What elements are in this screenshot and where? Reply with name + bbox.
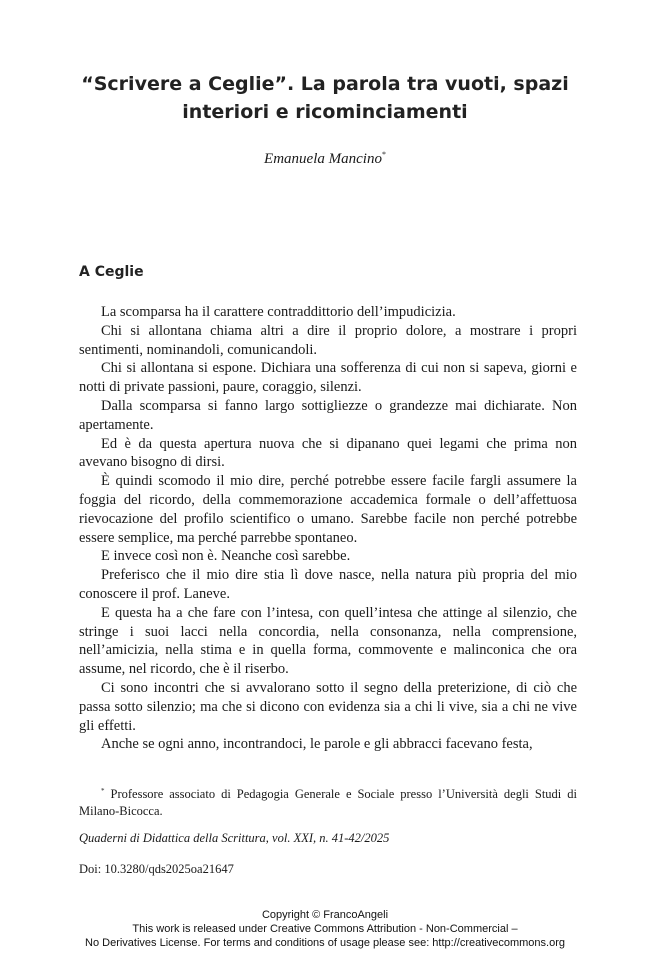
paragraph: Anche se ogni anno, incontrandoci, le parole e gli abbracci facevano festa, xyxy=(101,736,533,753)
journal-citation: Quaderni di Didattica della Scrittura, vol. XXI, n. 41-42/2025 xyxy=(79,831,390,845)
footnote-text: Professore associato di Pedagogia Generale e Sociale presso l’Università degli Studi di Milano-Bicocca. xyxy=(79,787,577,818)
paragraph: Preferisco che il mio dire stia lì dove nasce, nella natura più propria del mio conoscere il prof. Laneve. xyxy=(79,567,577,602)
article-title-line-1: “Scrivere a Ceglie”. La parola tra vuoti, spazi xyxy=(81,73,569,95)
paragraph: Chi si allontana chiama altri a dire il proprio dolore, a mostrare i propri sentimenti, nominandoli, comunicandoli. xyxy=(79,322,577,358)
article-title xyxy=(60,70,590,126)
footnote xyxy=(79,783,577,820)
paragraph: Dalla scomparsa si fanno largo sottigliezze o grandezze mai dichiarate. Non apertamente. xyxy=(79,397,577,433)
license-line-2: No Derivatives License. For terms and conditions of usage please see: http://creativecommons.org xyxy=(85,937,565,949)
body-text xyxy=(79,303,577,754)
doi: Doi: 10.3280/qds2025oa21647 xyxy=(79,862,234,876)
author-footnote-mark: * xyxy=(381,150,386,159)
paragraph: È quindi scomodo il mio dire, perché potrebbe essere facile fargli assumere la foggia del ricordo, della commemorazione accademica formale o dell’affettuosa rievocazione del profilo scientifico o umano. Sarebbe facile non perché potrebbe essere semplice, ma perché parrebbe spontaneo. xyxy=(79,473,577,546)
author-name: Emanuela Mancino xyxy=(264,151,382,167)
paragraph: La scomparsa ha il carattere contraddittorio dell’impudicizia. xyxy=(101,304,456,320)
paragraph: E questa ha a che fare con l’intesa, con quell’intesa che attinge al silenzio, che stringe i suoi lacci nella concordia, nella consonanza, nella comprensione, nell’amicizia, nella stima e in quella forma, commovente e malinconica che ora assume, nel ricordo, che è il riserbo. xyxy=(79,604,577,678)
paragraph: Ed è da questa apertura nuova che si dipanano quei legami che prima non avevano bisogno di dirsi. xyxy=(79,435,577,471)
paragraph: Chi si allontana si espone. Dichiara una sofferenza di cui non si sapeva, giorni e notti di private passioni, paure, coraggio, silenzi. xyxy=(79,360,577,396)
paragraph: E invece così non è. Neanche così sarebbe. xyxy=(101,548,351,565)
author-byline xyxy=(0,150,650,168)
license-notice xyxy=(0,908,650,950)
paragraph: Ci sono incontri che si avvalorano sotto il segno della preterizione, di ciò che passa sotto silenzio; ma che si dicono con evidenza sia a chi li vive, sia a chi ne vive gli effetti. xyxy=(79,679,577,734)
article-title-line-2: interiori e ricominciamenti xyxy=(182,101,468,123)
license-line-1: This work is released under Creative Commons Attribution - Non-Commercial – xyxy=(132,923,518,935)
section-heading: A Ceglie xyxy=(79,264,144,280)
footnote-mark: * xyxy=(101,787,105,795)
copyright-line: Copyright © FrancoAngeli xyxy=(261,909,389,921)
